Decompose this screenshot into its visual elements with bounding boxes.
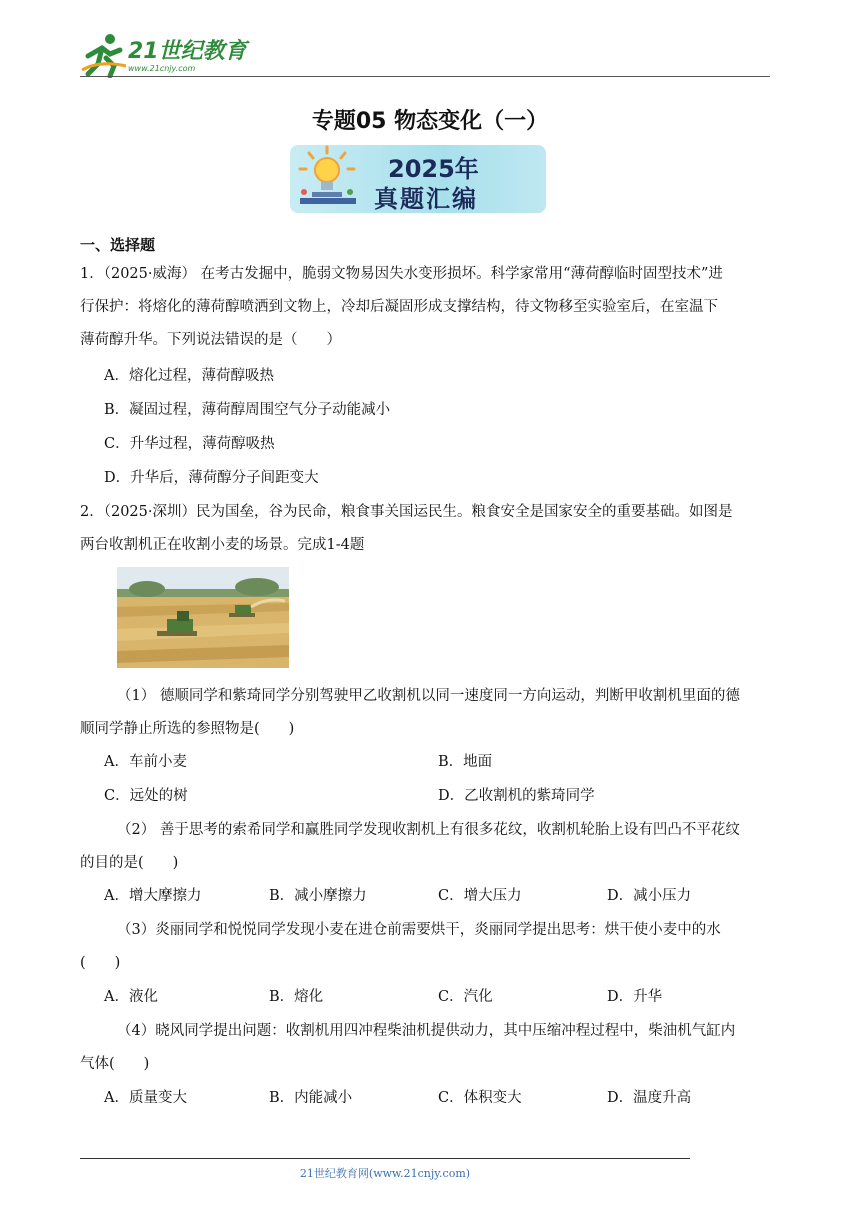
q1-option-c: C．升华过程，薄荷醇吸热 (104, 436, 275, 452)
q1-line-1: 1．（2025·威海） 在考古发掘中，脆弱文物易因失水变形损坏。科学家常用“薄荷醇临时固型技术”进 (80, 266, 723, 282)
q2-sub3-option-a: A．液化 (104, 989, 158, 1005)
q2-sub3-line-1: （3）炎丽同学和悦悦同学发现小麦在进仓前需要烘干，炎丽同学提出思考：烘干使小麦中的水 (117, 922, 721, 938)
q2-sub1-line-1: （1） 德顺同学和紫琦同学分别驾驶甲乙收割机以同一速度同一方向运动，判断甲收割机里面的德 (117, 688, 740, 704)
q1-option-d: D．升华后，薄荷醇分子间距变大 (104, 470, 319, 486)
section-heading: 一、选择题 (80, 236, 156, 254)
q2-sub2-line-2: 的目的是( ) (80, 855, 179, 871)
logo-text: 21世纪教育 (128, 39, 247, 64)
header-divider (80, 76, 770, 77)
q2-line-1: 2．（2025·深圳）民为国垒，谷为民命，粮食事关国运民生。粮食安全是国家安全的重要基础。如图是 (80, 504, 733, 520)
q2-sub4-option-c: C．体积变大 (438, 1090, 522, 1106)
q2-sub4-option-a: A．质量变大 (104, 1090, 187, 1106)
q2-sub1-option-a: A．车前小麦 (104, 754, 187, 770)
q2-line-2: 两台收割机正在收割小麦的场景。完成1-4题 (80, 537, 365, 553)
q2-sub2-option-c: C．增大压力 (438, 888, 522, 904)
q2-sub4-line-1: （4）晓风同学提出问题：收割机用四冲程柴油机提供动力，其中压缩冲程过程中，柴油机气缸内 (117, 1023, 736, 1039)
q1-option-b: B．凝固过程，薄荷醇周围空气分子动能减小 (104, 402, 391, 418)
q2-sub3-option-b: B．熔化 (269, 989, 324, 1005)
runner-icon (80, 30, 128, 78)
site-logo (80, 28, 250, 78)
page-title: 专题05 物态变化（一） (311, 109, 549, 134)
q2-sub1-option-b: B．地面 (438, 754, 493, 770)
logo-url: www.21cnjy.com (128, 64, 196, 73)
q2-sub2-option-a: A．增大摩擦力 (104, 888, 202, 904)
q2-sub2-option-b: B．减小摩擦力 (269, 888, 367, 904)
q2-sub2-option-d: D．减小压力 (607, 888, 692, 904)
q2-sub3-option-d: D．升华 (607, 989, 663, 1005)
harvester-photo (117, 567, 289, 668)
banner-subtitle: 真题汇编 (374, 184, 478, 213)
footer-link[interactable]: 21世纪教育网(www.21cnjy.com) (299, 1167, 471, 1180)
q1-option-a: A．熔化过程，薄荷醇吸热 (104, 368, 274, 384)
q1-line-2: 行保护：将熔化的薄荷醇喷洒到文物上，冷却后凝固形成支撑结构，待文物移至实验室后，在室温下 (80, 299, 718, 315)
q2-sub2-line-1: （2） 善于思考的索希同学和赢胜同学发现收割机上有很多花纹，收割机轮胎上设有凹凸不平花纹 (117, 822, 740, 838)
q2-sub3-line-2: ( ) (80, 955, 121, 971)
lightbulb-icon (292, 145, 362, 213)
q1-line-3: 薄荷醇升华。下列说法错误的是（ ） (80, 332, 341, 348)
q2-sub1-option-d: D．乙收割机的紫琦同学 (438, 788, 595, 804)
q2-sub3-option-c: C．汽化 (438, 989, 493, 1005)
q2-sub4-option-d: D．温度升高 (607, 1090, 692, 1106)
q2-sub1-option-c: C．远处的树 (104, 788, 188, 804)
banner-year: 2025年 (388, 155, 479, 183)
q2-sub4-option-b: B．内能减小 (269, 1090, 353, 1106)
q2-sub1-line-2: 顺同学静止所选的参照物是( ) (80, 721, 295, 737)
footer-divider (80, 1158, 690, 1159)
q2-sub4-line-2: 气体( ) (80, 1056, 150, 1072)
banner (290, 145, 546, 213)
